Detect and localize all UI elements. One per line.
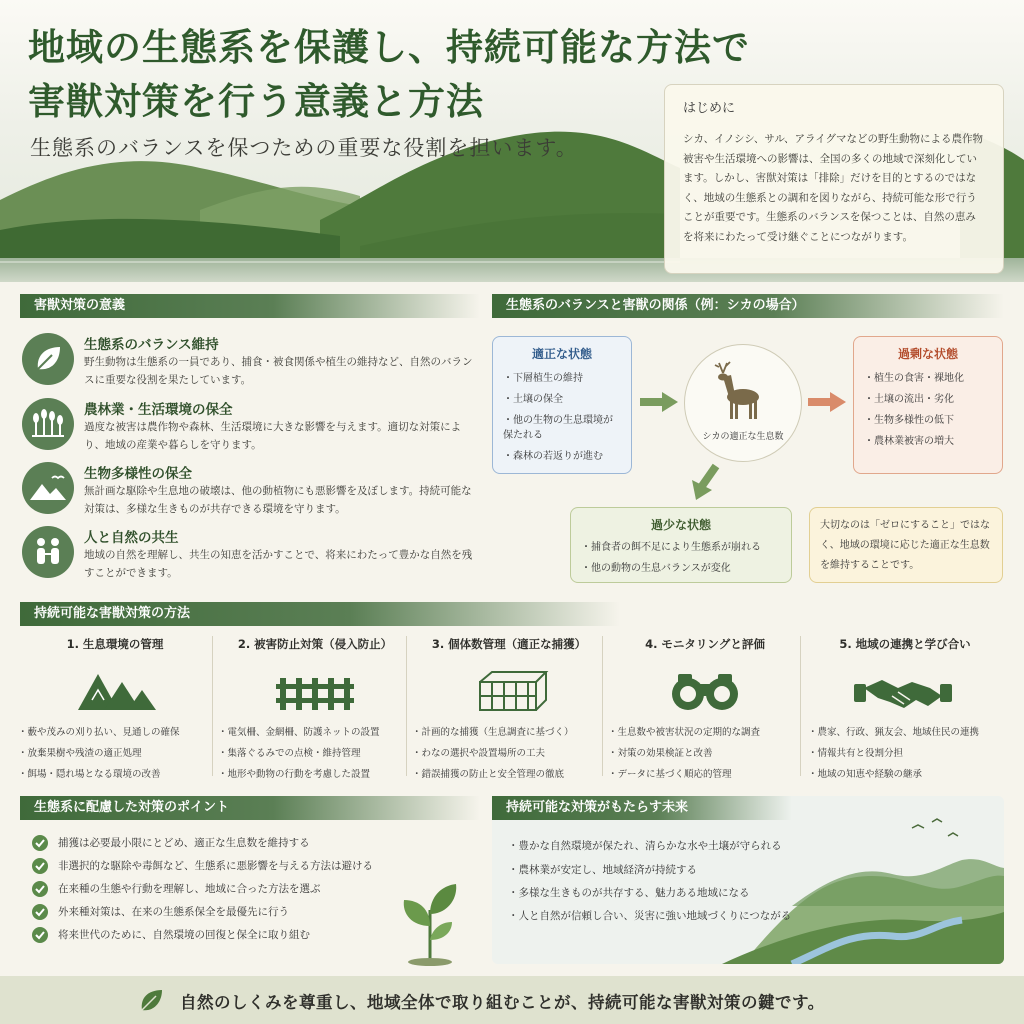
list-item: ・電気柵、金網柵、防護ネットの設置 — [218, 727, 380, 738]
binoculars-icon — [608, 660, 802, 722]
list-item: 在来種の生態や行動を理解し、地域に合った方法を選ぶ — [32, 880, 472, 900]
list-item: ・生息数や被害状況の定期的な調査 — [608, 727, 761, 738]
significance-text: 過度な被害は農作物や森林、生活環境に大きな影響を与えます。適切な対策により、地域の産業や暮らしを守ります。 — [84, 421, 462, 451]
balance-note-box — [809, 507, 1003, 583]
significance-text: 無計画な駆除や生息地の破壊は、他の動植物にも悪影響を及ぼします。持続可能な対策は、多様な生きものが共存できる環境を守ります。 — [84, 485, 472, 515]
list-item: 非選択的な駆除や毒餌など、生態系に悪影響を与える方法は避ける — [32, 857, 472, 877]
method-title: 1. 生息環境の管理 — [66, 637, 164, 651]
footer-text: 自然のしくみを尊重し、地域全体で取り組むことが、持続可能な害獣対策の鍵です。 — [180, 993, 825, 1012]
significance-text: 地域の自然を理解し、共生の知恵を活かすことで、将来にわたって豊かな自然を残すことができます。 — [84, 549, 473, 579]
list-item: ・地域の知恵や経験の継承 — [808, 769, 923, 780]
over-state-title: 過剰な状態 — [897, 347, 958, 361]
significance-item — [22, 333, 472, 395]
list-item: ・農家、行政、猟友会、地域住民の連携 — [808, 727, 980, 738]
list-item: ・捕食者の餌不足により生態系が崩れる — [581, 542, 761, 553]
under-state-title: 過少な状態 — [650, 518, 711, 532]
significance-item — [22, 398, 472, 460]
future-landscape-illustration — [492, 796, 1004, 964]
future-panel — [492, 796, 1004, 964]
hero-banner — [0, 0, 1024, 282]
list-item: ・わなの選択や設置場所の工夫 — [412, 748, 546, 759]
check-icon — [32, 858, 48, 874]
method-card — [18, 636, 212, 782]
sprout-icon — [390, 870, 470, 966]
list-item: ・生物多様性の低下 — [864, 415, 954, 426]
list-item: ・森林の若返りが進む — [503, 451, 603, 462]
check-icon — [32, 835, 48, 851]
crops-icon — [22, 398, 74, 450]
proper-state-box — [492, 336, 632, 474]
list-item: ・データに基づく順応的管理 — [608, 769, 732, 780]
list-item: ・下層植生の維持 — [503, 373, 583, 384]
list-item: ・農林業が安定し、地域経済が持続する — [508, 864, 697, 876]
future-heading: 持続可能な対策がもたらす未来 — [492, 796, 792, 820]
list-item: ・多様な生きものが共存する、魅力ある地域になる — [508, 887, 750, 899]
method-card — [608, 636, 802, 782]
title-line-1: 地域の生態系を保護し、持続可能な方法で — [28, 25, 750, 69]
list-item: ・藪や茂みの刈り払い、見通しの確保 — [18, 727, 180, 738]
list-item: ・他の動物の生息バランスが変化 — [581, 563, 731, 574]
method-card — [808, 636, 1002, 782]
list-item: 外来種対策は、在来の生態系保全を最優先に行う — [32, 903, 472, 923]
significance-title: 農林業・生活環境の保全 — [84, 402, 233, 418]
people-icon — [22, 526, 74, 578]
method-title: 5. 地域の連携と学び合い — [839, 637, 971, 651]
leaf-icon — [138, 986, 166, 1014]
method-title: 4. モニタリングと評価 — [645, 637, 765, 651]
list-item: ・集落ぐるみでの点検・維持管理 — [218, 748, 361, 759]
methods-heading: 持続可能な害獣対策の方法 — [20, 602, 620, 626]
title-line-2: 害獣対策を行う意義と方法 — [28, 79, 484, 123]
proper-state-title: 適正な状態 — [531, 347, 592, 361]
fence-icon — [218, 660, 412, 722]
list-item: ・餌場・隠れ場となる環境の改善 — [18, 769, 161, 780]
list-item: ・錯誤捕獲の防止と安全管理の徹底 — [412, 769, 565, 780]
list-item: ・他の生物の生息環境が保たれる — [503, 415, 613, 441]
mountain-bird-icon — [22, 462, 74, 514]
method-divider — [212, 636, 213, 776]
check-icon — [32, 927, 48, 943]
list-item: ・対策の効果検証と改善 — [608, 748, 713, 759]
list-item: 将来世代のために、自然環境の回復と保全に取り組む — [32, 926, 472, 946]
intro-box — [664, 84, 1004, 274]
deer-icon — [685, 345, 803, 463]
method-divider — [800, 636, 801, 776]
significance-item — [22, 526, 472, 588]
check-icon — [32, 881, 48, 897]
method-title: 3. 個体数管理（適正な捕獲） — [431, 637, 587, 651]
handshake-icon — [808, 660, 1002, 722]
significance-heading: 害獣対策の意義 — [20, 294, 480, 318]
list-item: ・農林業被害の増大 — [864, 436, 954, 447]
method-card — [218, 636, 412, 782]
list-item: ・地形や動物の行動を考慮した設置 — [218, 769, 371, 780]
significance-title: 人と自然の共生 — [84, 530, 179, 546]
list-item: ・土壌の保全 — [503, 394, 563, 405]
intro-title: はじめに — [683, 101, 736, 116]
points-heading: 生態系に配慮した対策のポイント — [20, 796, 480, 820]
method-card — [412, 636, 606, 782]
list-item: 捕獲は必要最小限にとどめ、適正な生息数を維持する — [32, 834, 472, 854]
deer-population-label: シカの適正な生息数 — [702, 432, 784, 442]
page-subtitle: 生態系のバランスを保つための重要な役割を担います。 — [30, 136, 578, 160]
check-icon — [32, 904, 48, 920]
method-divider — [602, 636, 603, 776]
method-divider — [406, 636, 407, 776]
under-state-box — [570, 507, 792, 583]
list-item: ・豊かな自然環境が保たれ、清らかな水や土壌が守られる — [508, 840, 782, 852]
balance-heading: 生態系のバランスと害獣の関係（例：シカの場合） — [492, 294, 1004, 318]
list-item: ・放棄果樹や残渣の適正処理 — [18, 748, 142, 759]
balance-note: 大切なのは「ゼロにすること」ではなく、地域の環境に応じた適正な生息数を維持することです。 — [820, 520, 990, 571]
list-item: ・計画的な捕獲（生息調査に基づく） — [412, 727, 574, 738]
over-state-box — [853, 336, 1003, 474]
method-title: 2. 被害防止対策（侵入防止） — [237, 637, 393, 651]
deer-population-circle — [684, 344, 802, 462]
intro-body: シカ、イノシシ、サル、アライグマなどの野生動物による農作物被害や生活環境への影響は、全国の多くの地域で深刻化しています。しかし、害獣対策は「排除」だけを目的とするのではなく、地域の生態系との調和を図りながら、持続可能な形で行うことが重要です。生態系のバランスを保つことは、自然の恵みを将来にわたって受け継ぐことにつながります。 — [683, 133, 984, 243]
list-item: ・植生の食害・裸地化 — [864, 373, 964, 384]
footer-banner — [0, 976, 1024, 1024]
list-item: ・人と自然が信頼し合い、災害に強い地域づくりにつながる — [508, 910, 792, 922]
significance-title: 生物多様性の保全 — [84, 466, 192, 482]
forest-icon — [18, 660, 212, 722]
significance-title: 生態系のバランス維持 — [84, 337, 219, 353]
significance-text: 野生動物は生態系の一員であり、捕食・被食関係や植生の維持など、自然のバランスに重要な役割を果たしています。 — [84, 356, 473, 386]
leaf-icon — [22, 333, 74, 385]
trap-cage-icon — [412, 660, 606, 722]
significance-item — [22, 462, 472, 524]
list-item: ・土壌の流出・劣化 — [864, 394, 954, 405]
list-item: ・情報共有と役割分担 — [808, 748, 904, 759]
